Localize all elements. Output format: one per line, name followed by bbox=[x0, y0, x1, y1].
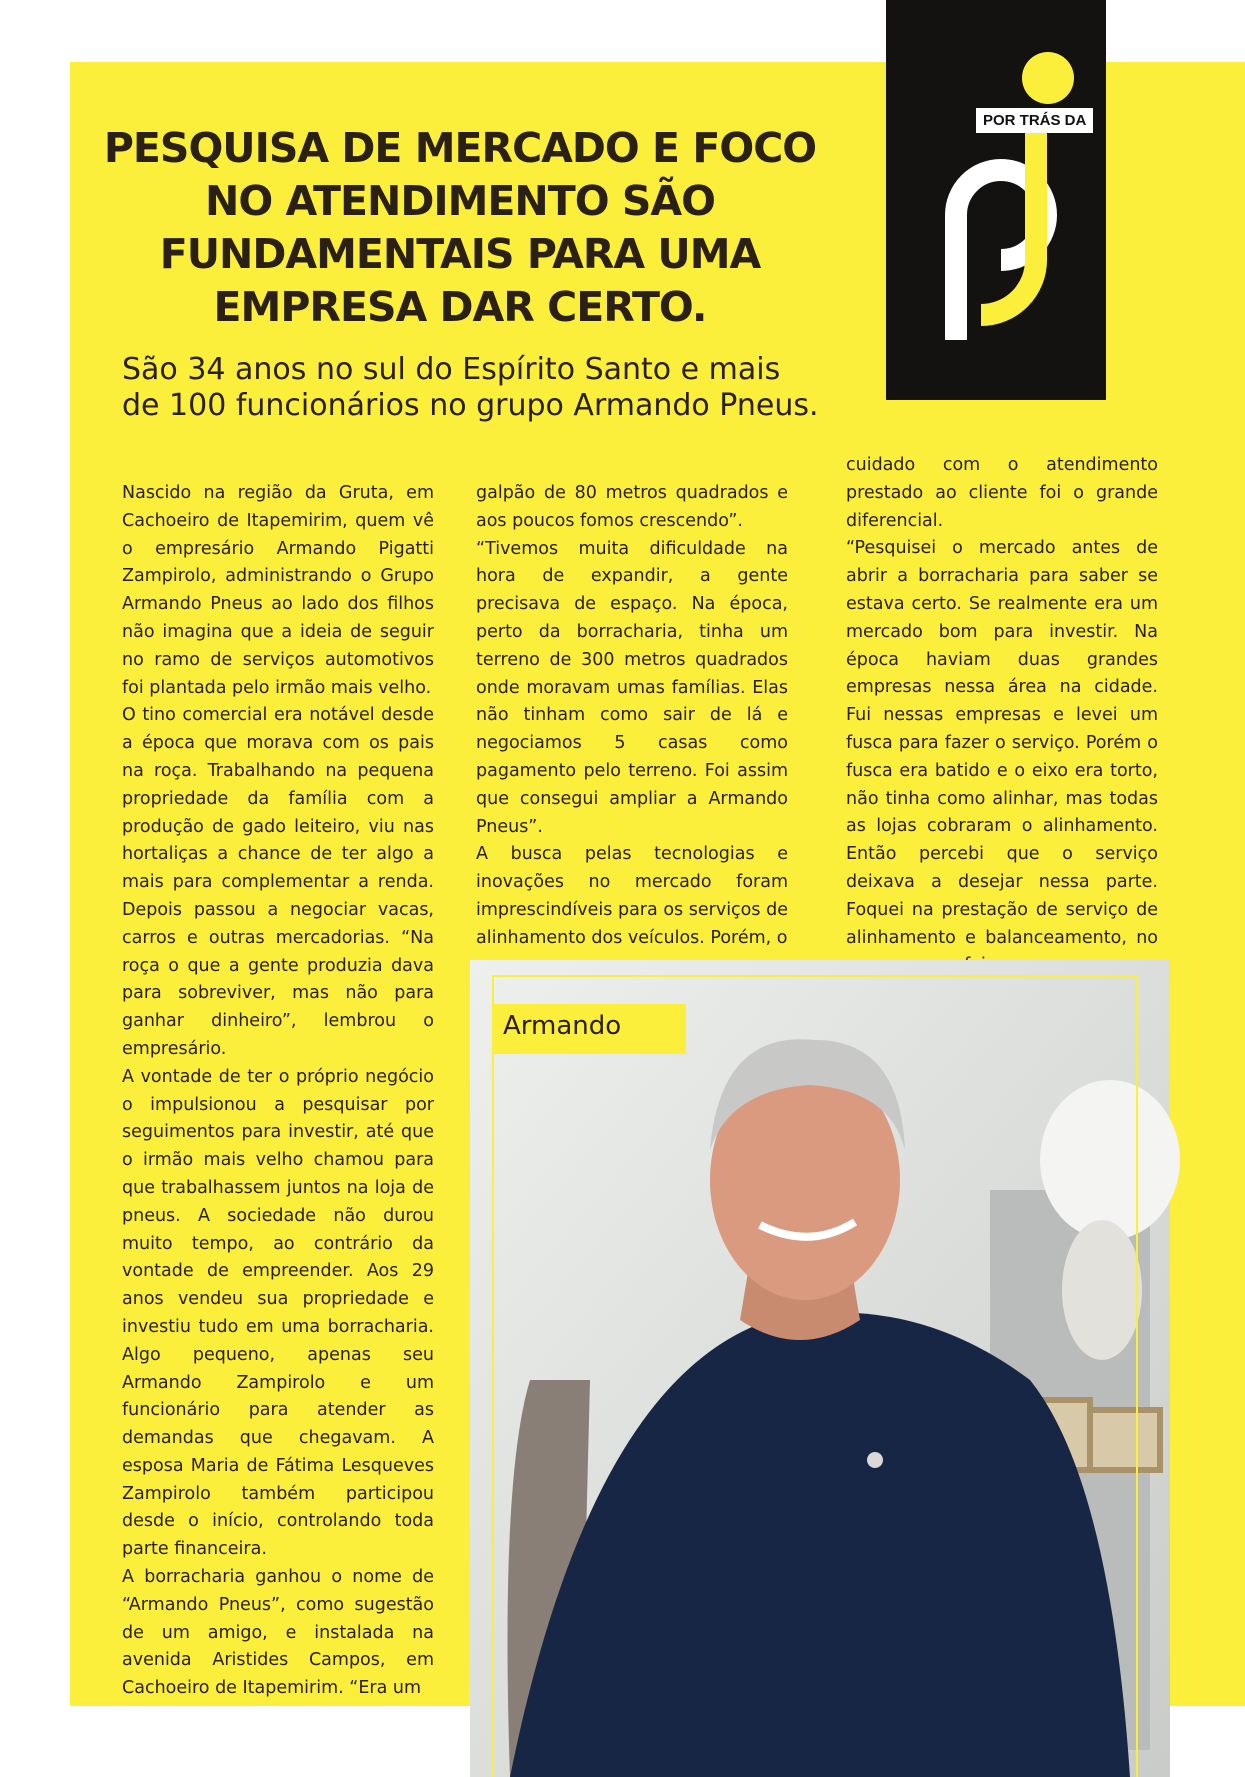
photo-frame-outline bbox=[492, 975, 1138, 1777]
logo-tagline: POR TRÁS DA bbox=[976, 108, 1093, 133]
article-column-1: Nascido na região da Gruta, em Cachoeiro de Itapemirim, quem vê o empresário Armando Pigatti Zampirolo, administrando o Grupo Armando Pneus ao lado dos filhos não imagina que a ideia de seguir no ramo de serviços automotivos foi plantada pelo irmão mais velho. O tino comercial era notável desde a época que morava com os pais na roça. Trabalhando na pequena propriedade da família com a produção de gado leiteiro, viu nas hortaliças a chance de ter algo a mais para complementar a renda. Depois passou a negociar vacas, carros e outras mercadorias. “Na roça o que a gente produzia dava para sobreviver, mas não para ganhar dinheiro”, lembrou o empresário. A vontade de ter o próprio negócio o impulsionou a pesquisar por seguimentos para investir, até que o irmão mais velho chamou para que trabalhassem juntos na loja de pneus. A sociedade não durou muito tempo, ao contrário da vontade de empreender. Aos 29 anos vendeu sua propriedade e investiu tudo em uma borracharia. Algo pequeno, apenas seu Armando Zampirolo e um funcionário para atender as demandas que chegavam. A esposa Maria de Fátima Lesqueves Zampirolo também participou desde o início, controlando toda parte financeira. A borracharia ganhou o nome de “Armando Pneus”, como sugestão de um amigo, e instalada na avenida Aristides Campos, em Cachoeiro de Itapemirim. “Era um bbox=[122, 483, 434, 1699]
article-headline: PESQUISA DE MERCADO E FOCO NO ATENDIMENTO SÃO FUNDAMENTAIS PARA UMA EMPRESA DAR CERTO. bbox=[103, 124, 817, 331]
article-column-2: galpão de 80 metros quadrados e aos poucos fomos crescendo”. “Tivemos muita dificuldade na hora de expandir, a gente precisava de espaço. Na época, perto da borracharia, tinha um terreno de 300 metros quadrados onde moravam umas famílias. Elas não tinham como sair de lá e negociamos 5 casas como pagamento pelo terreno. Foi assim que consegui ampliar a Armando Pneus”. A busca pelas tecnologias e inovações no mercado foram imprescindíveis para os serviços de alinhamento dos veículos. Porém, o bbox=[476, 483, 788, 948]
logo-pj-mark bbox=[886, 0, 1106, 400]
photo-caption: Armando bbox=[503, 1011, 622, 1041]
article-subtitle: São 34 anos no sul do Espírito Santo e mais de 100 funcionários no grupo Armando Pneus. bbox=[122, 352, 819, 423]
por-tras-da-logo bbox=[886, 0, 1106, 400]
article-column-3: cuidado com o atendimento prestado ao cliente foi o grande diferencial. “Pesquisei o mercado antes de abrir a borracharia para saber se estava certo. Se realmente era um mercado bom para investir. Na época haviam duas grandes empresas nessa área na cidade. Fui nessas empresas e levei um fusca para fazer o serviço. Porém o fusca era batido e o eixo era torto, não tinha como alinhar, mas todas as lojas cobraram o alinhamento. Então percebi que o serviço deixava a desejar nessa parte. Foquei na prestação de serviço de alinhamento e balanceamento, no bbox=[846, 455, 1158, 948]
